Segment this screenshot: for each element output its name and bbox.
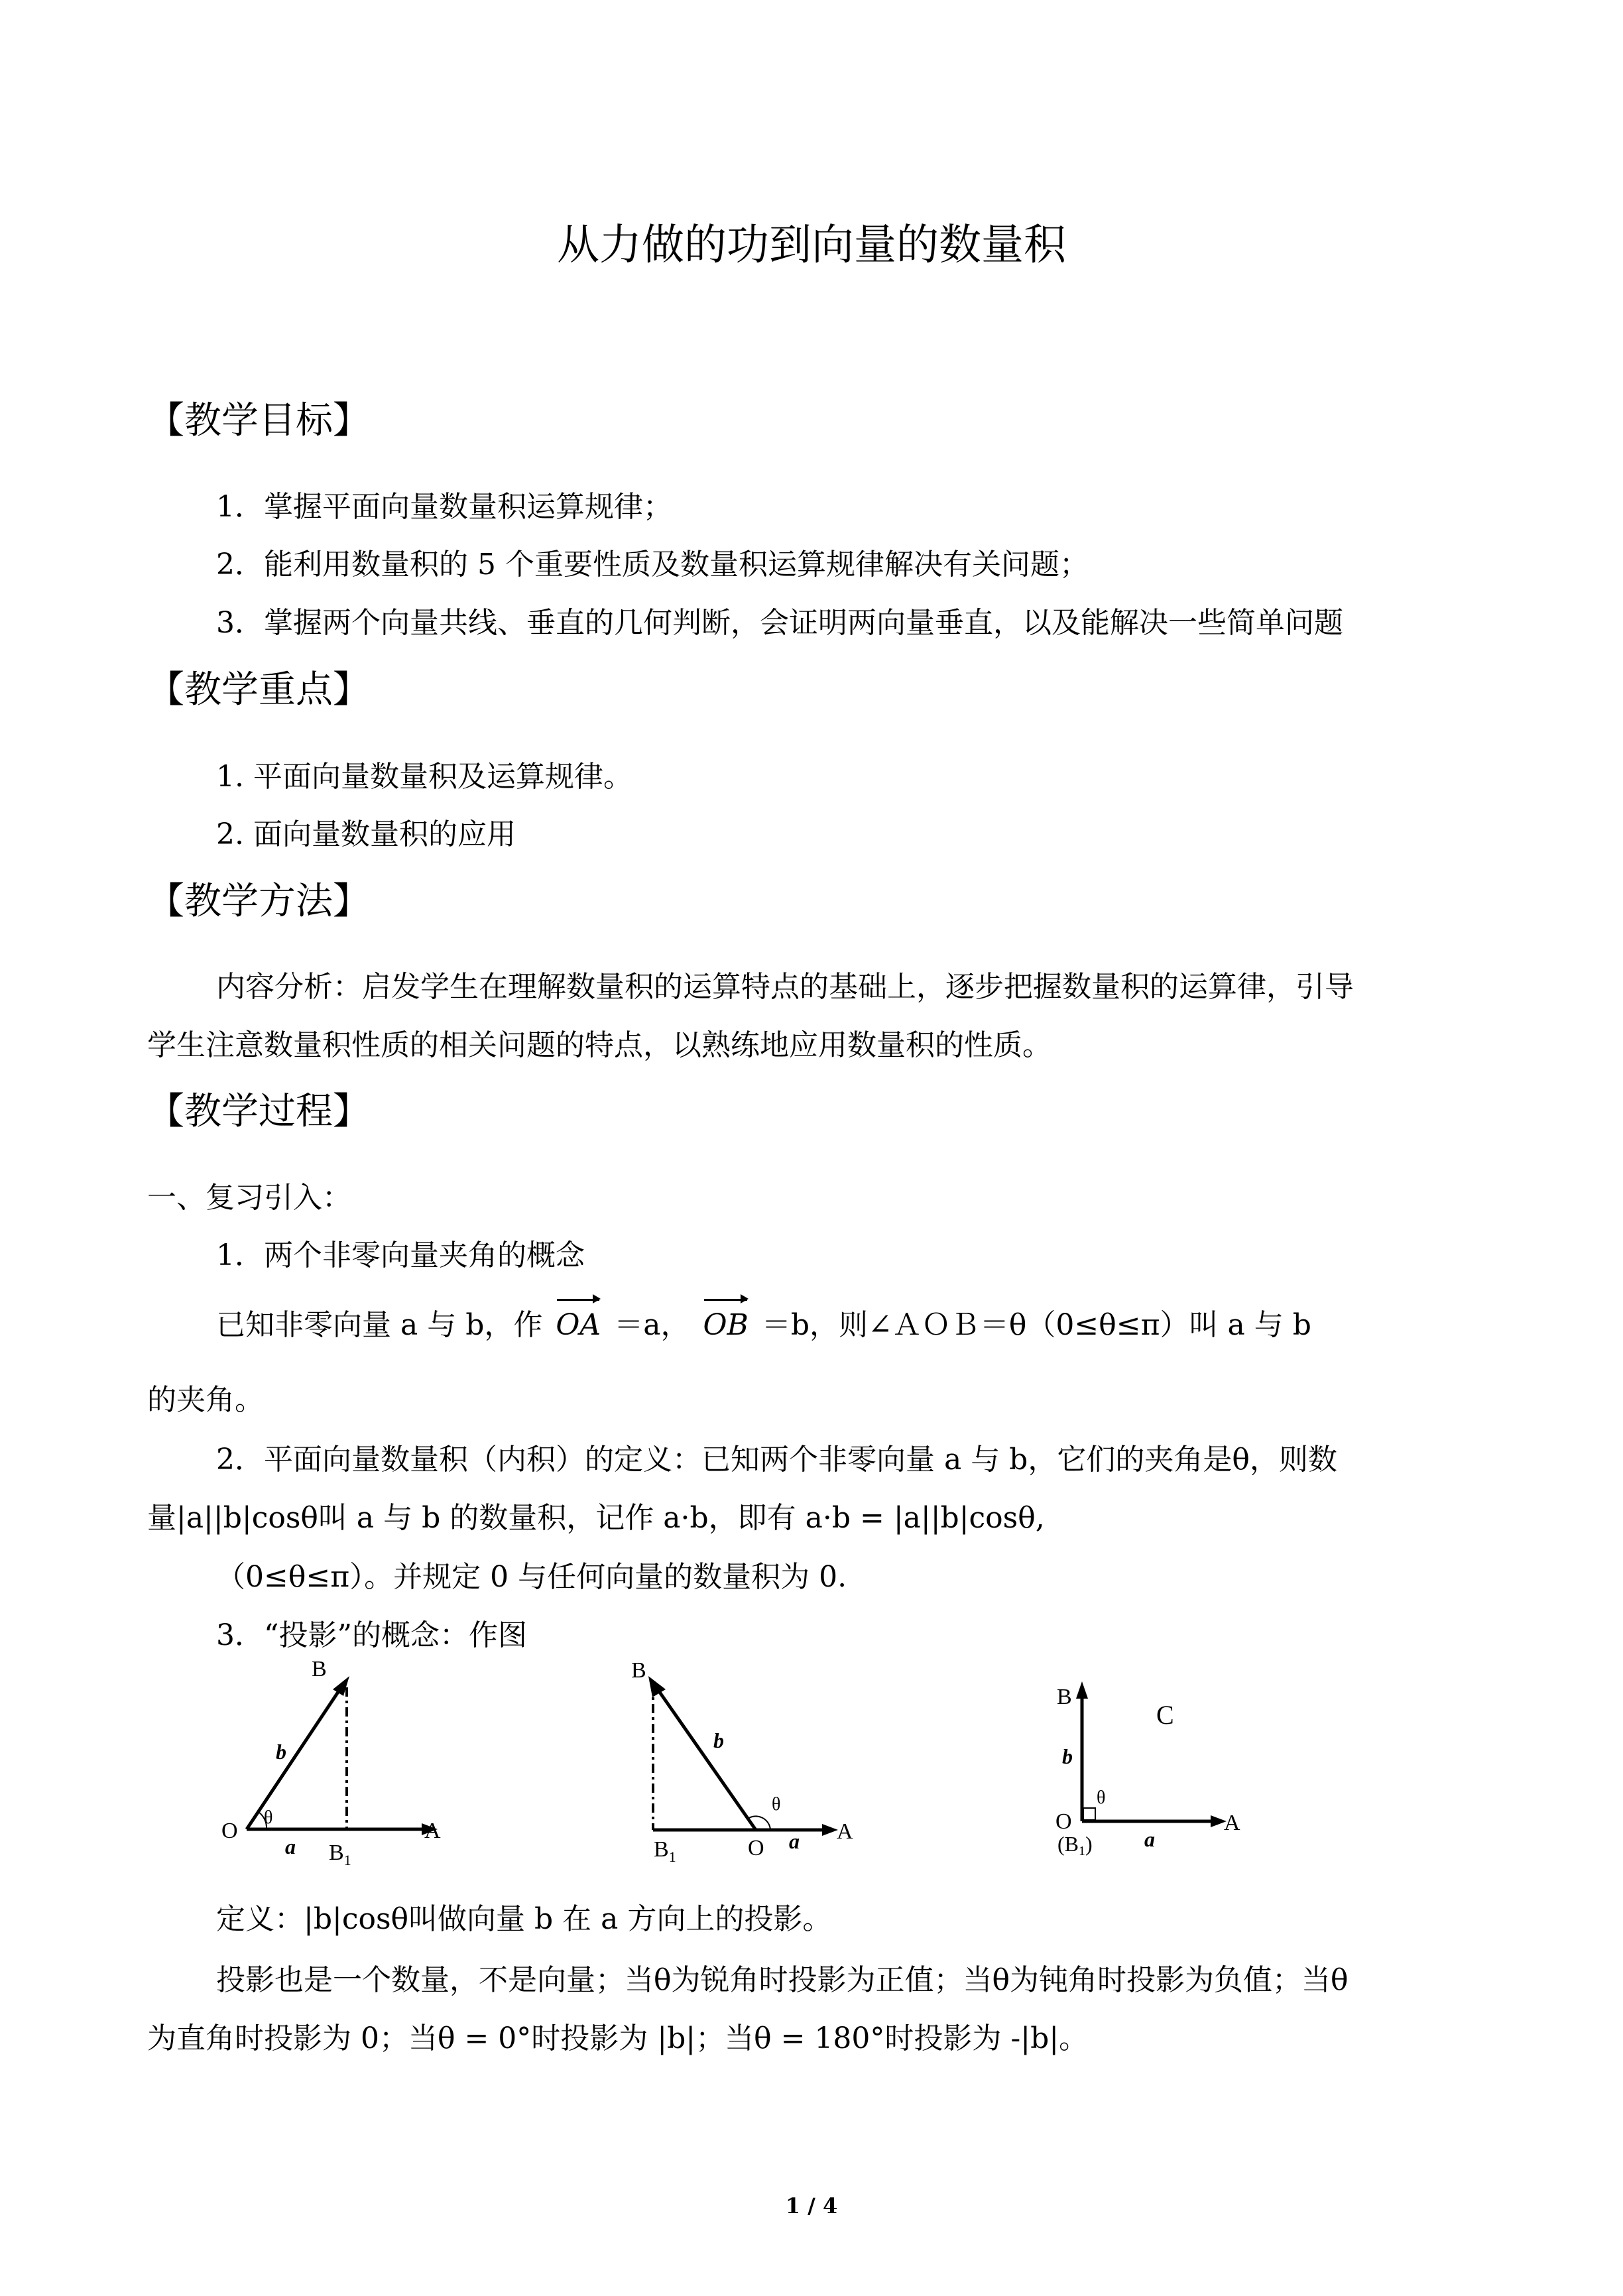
label-c: C bbox=[1156, 1700, 1174, 1730]
figure-acute-angle bbox=[221, 1658, 441, 1868]
projection-explanation-line-2: 为直角时投影为 0；当θ = 0°时投影为 |b|；当θ = 180°时投影为 -|b|。 bbox=[147, 2022, 1089, 2055]
label-a-point: A bbox=[424, 1819, 441, 1843]
objective-item-2: 2．能利用数量积的 5 个重要性质及数量积运算规律解决有关问题； bbox=[216, 548, 1089, 581]
dot-product-definition-line-2: 量|a||b|cosθ叫 a 与 b 的数量积，记作 a·b，即有 a·b = |a||b|cosθ, bbox=[147, 1501, 1045, 1535]
section-heading-key-points: 【教学重点】 bbox=[147, 668, 370, 711]
figure-right-angle bbox=[1055, 1681, 1240, 1858]
projection-explanation-line-1: 投影也是一个数量，不是向量；当θ为锐角时投影为正值；当θ为钝角时投影为负值；当θ bbox=[216, 1963, 1349, 1997]
objective-item-1: 1．掌握平面向量数量积运算规律； bbox=[216, 490, 672, 524]
vector-a-arrowhead bbox=[822, 1824, 838, 1836]
vector-b-arrowhead bbox=[648, 1676, 666, 1697]
label-b-point: B bbox=[631, 1658, 646, 1683]
dot-product-definition-line-1: 2．平面向量数量积（内积）的定义：已知两个非零向量 a 与 b，它们的夹角是θ，则数 bbox=[216, 1443, 1337, 1477]
objective-item-3: 3．掌握两个向量共线、垂直的几何判断，会证明两向量垂直，以及能解决一些简单问题 bbox=[216, 606, 1343, 640]
label-vector-b: b bbox=[276, 1740, 286, 1764]
label-theta: θ bbox=[772, 1794, 781, 1815]
projection-figures bbox=[0, 1658, 1623, 1883]
label-a-point: A bbox=[837, 1819, 853, 1844]
vector-oa: OA bbox=[556, 1308, 601, 1342]
label-vector-b: b bbox=[713, 1728, 724, 1752]
angle-definition-line-2: 的夹角。 bbox=[147, 1383, 264, 1417]
process-item-1-title: 1．两个非零向量夹角的概念 bbox=[216, 1239, 585, 1272]
section-heading-objectives: 【教学目标】 bbox=[147, 399, 370, 442]
methods-paragraph-line-1: 内容分析：启发学生在理解数量积的运算特点的基础上，逐步把握数量积的运算律，引导 bbox=[216, 970, 1354, 1004]
label-vector-a: a bbox=[285, 1835, 296, 1858]
label-b-point: B bbox=[1057, 1685, 1072, 1709]
section-heading-methods: 【教学方法】 bbox=[147, 880, 370, 923]
label-o-point: O bbox=[748, 1836, 764, 1860]
vector-b-arrowhead bbox=[1076, 1681, 1088, 1699]
label-theta: θ bbox=[1097, 1787, 1106, 1808]
label-vector-a: a bbox=[1144, 1827, 1155, 1851]
section-heading-process: 【教学过程】 bbox=[147, 1090, 370, 1133]
projection-definition: 定义：|b|cosθ叫做向量 b 在 a 方向上的投影。 bbox=[216, 1902, 832, 1936]
vector-ob: OB bbox=[703, 1308, 749, 1342]
key-point-item-1: 1. 平面向量数量积及运算规律。 bbox=[216, 760, 632, 794]
label-o-point: O bbox=[221, 1819, 238, 1843]
label-b-point: B bbox=[312, 1658, 327, 1681]
process-part-1-heading: 一、复习引入： bbox=[147, 1181, 351, 1215]
projection-concept-title: 3．“投影”的概念：作图 bbox=[216, 1618, 527, 1652]
angle-definition-text-a: 已知非零向量 a 与 b，作 bbox=[216, 1308, 543, 1342]
label-b1-point: $B_1$ bbox=[654, 1837, 676, 1865]
label-b1-point: (B1) bbox=[1057, 1832, 1093, 1858]
methods-paragraph-line-2: 学生注意数量积性质的相关问题的特点，以熟练地应用数量积的性质。 bbox=[147, 1028, 1052, 1062]
label-theta: θ bbox=[264, 1807, 273, 1828]
label-o-point: O bbox=[1055, 1809, 1072, 1834]
vector-b-line bbox=[658, 1689, 756, 1830]
angle-definition-line bbox=[216, 1301, 1311, 1343]
angle-definition-text-c: ＝b，则∠ＡＯＢ＝θ（0≤θ≤π）叫 a 与 b bbox=[761, 1308, 1311, 1342]
page-title: 从力做的功到向量的数量积 bbox=[557, 221, 1066, 270]
label-b1-point: $B_1$ bbox=[329, 1841, 351, 1868]
label-vector-b: b bbox=[1062, 1744, 1073, 1768]
label-vector-a: a bbox=[789, 1829, 800, 1853]
vector-b-line bbox=[247, 1684, 343, 1829]
label-a-point: A bbox=[1224, 1811, 1240, 1835]
dot-product-definition-line-3: （0≤θ≤π）。并规定 0 与任何向量的数量积为 0. bbox=[216, 1560, 847, 1594]
key-point-item-2: 2. 面向量数量积的应用 bbox=[216, 817, 516, 851]
page-number: 1 / 4 bbox=[785, 2193, 838, 2218]
figure-obtuse-angle bbox=[631, 1658, 853, 1865]
right-angle-marker bbox=[1083, 1808, 1095, 1820]
angle-definition-text-b: ＝a， bbox=[614, 1308, 690, 1342]
